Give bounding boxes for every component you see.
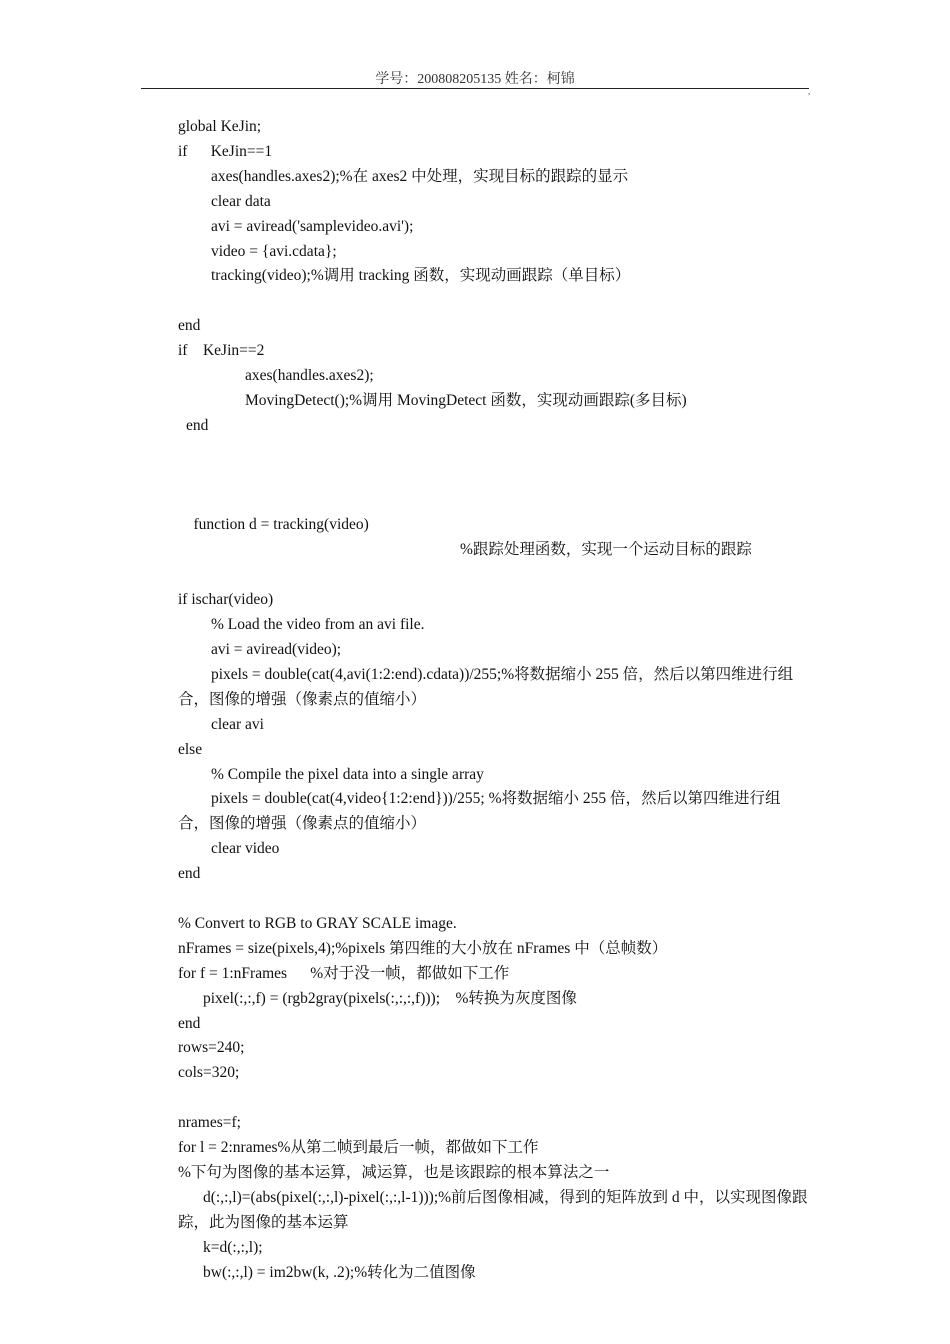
code-line: clear video [211, 840, 280, 858]
code-line: tracking(video);%调用 tracking 函数，实现动画跟踪（单目标） [211, 267, 631, 285]
code-line: end [186, 416, 209, 434]
code-line: global KeJin; [178, 118, 262, 135]
blank-line [178, 289, 810, 314]
code-line: pixel(:,:,f) = (rgb2gray(pixels(:,:,:,f))); %转换为灰度图像 [203, 989, 577, 1007]
blank-line [178, 887, 810, 912]
blank-line [178, 464, 810, 489]
code-line-wrapped: pixels = double(cat(4,video{1:2:end}))/255; %将数据缩小 255 倍，然后以第四维进行组合，图像的增强（像素点的值缩小） [178, 790, 781, 833]
blank-line [178, 1086, 810, 1111]
code-line: cols=320; [178, 1064, 240, 1082]
code-line: % Compile the pixel data into a single array [211, 765, 484, 783]
code-line: MovingDetect();%调用 MovingDetect 函数，实现动画跟踪(多目标) [245, 391, 687, 409]
code-line: if ischar(video) [178, 591, 274, 609]
code-line: end [178, 1014, 201, 1032]
code-line: k=d(:,:,l); [203, 1238, 263, 1256]
code-line: for l = 2:nrames%从第二帧到最后一帧，都做如下工作 [178, 1139, 539, 1157]
code-line: % Load the video from an avi file. [211, 616, 425, 634]
code-line: %下句为图像的基本运算，减运算，也是该跟踪的根本算法之一 [178, 1163, 610, 1181]
code-line: if KeJin==1 [178, 142, 273, 160]
code-line: % Convert to RGB to GRAY SCALE image. [178, 914, 457, 932]
code-line-wrapped: pixels = double(cat(4,avi(1:2:end).cdata))/255;%将数据缩小 255 倍，然后以第四维进行组合，图像的增强（像素点的值缩小） [178, 665, 794, 708]
code-line: nFrames = size(pixels,4);%pixels 第四维的大小放在 nFrames 中（总帧数） [178, 939, 668, 957]
code-line-function [178, 489, 810, 589]
code-line: nrames=f; [178, 1114, 241, 1132]
code-line: avi = aviread(video); [211, 640, 342, 658]
code-line: if KeJin==2 [178, 342, 265, 360]
code-listing [178, 115, 810, 1286]
code-line: clear avi [211, 715, 264, 733]
code-line: axes(handles.axes2);%在 axes2 中处理，实现目标的跟踪的显示 [211, 167, 629, 185]
code-line: for f = 1:nFrames %对于没一帧，都做如下工作 [178, 964, 510, 982]
header-rule-mark: , [808, 86, 811, 96]
function-comment: %跟踪处理函数，实现一个运动目标的跟踪 [460, 541, 752, 559]
code-line: clear data [211, 192, 271, 210]
header-rule [141, 88, 809, 89]
code-line: end [178, 317, 201, 335]
code-line-wrapped: d(:,:,l)=(abs(pixel(:,:,l)-pixel(:,:,l-1)));%前后图像相减，得到的矩阵放到 d 中，以实现图像跟踪，此为图像的基本运算 [178, 1188, 808, 1231]
code-line: end [178, 865, 201, 883]
code-line: video = {avi.cdata}; [211, 242, 337, 260]
blank-line [178, 439, 810, 464]
code-line: axes(handles.axes2); [245, 367, 374, 385]
header-student-info: 学号：200808205135 姓名：柯锦 [375, 72, 575, 87]
code-line: bw(:,:,l) = im2bw(k, .2);%转化为二值图像 [203, 1263, 476, 1281]
code-line: avi = aviread('samplevideo.avi'); [211, 217, 414, 235]
code-line: rows=240; [178, 1039, 245, 1057]
function-signature: function d = tracking(video) [193, 516, 369, 534]
code-line: else [178, 740, 203, 758]
